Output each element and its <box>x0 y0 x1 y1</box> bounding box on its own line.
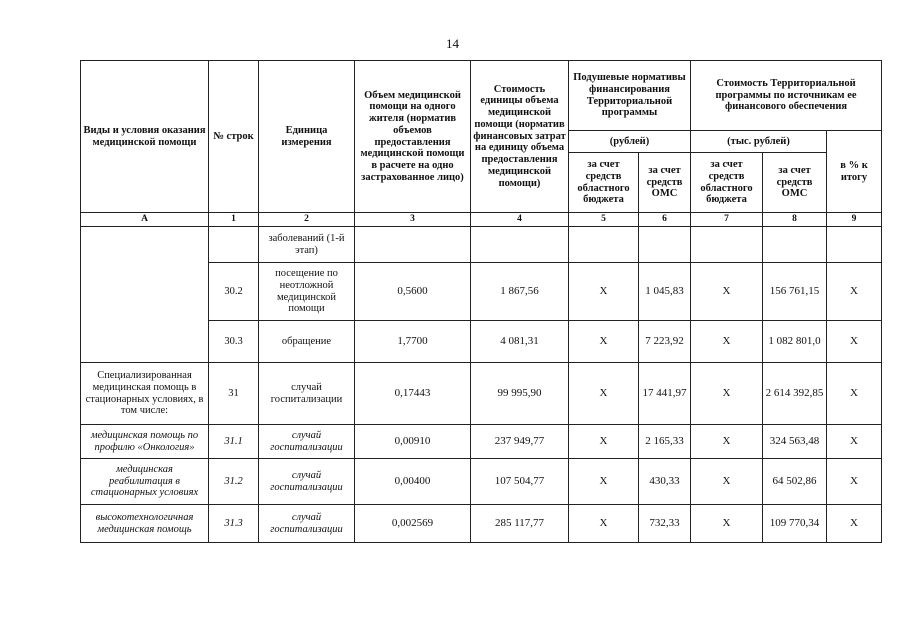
cell-c7: X <box>691 425 763 459</box>
cell-c5: X <box>569 459 639 505</box>
col-number: 4 <box>471 213 569 227</box>
col-number: 7 <box>691 213 763 227</box>
header-volume: Объем медицинской помощи на одного жителя (норматив объемов предоставления медицинской помощи в расчете на одно застрахованное лицо) <box>355 61 471 213</box>
header-unit-rubles: (рублей) <box>569 131 691 153</box>
header-line-number: № строк <box>209 61 259 213</box>
cell-type: высокотехнологичная медицинская помощь <box>81 505 209 543</box>
col-number: 5 <box>569 213 639 227</box>
cell-unit: обращение <box>259 321 355 363</box>
cell-type: Специализированная медицинская помощь в стационарных условиях, в том числе: <box>81 363 209 425</box>
col-number: 6 <box>639 213 691 227</box>
cell-c8: 2 614 392,85 <box>763 363 827 425</box>
col-number: 8 <box>763 213 827 227</box>
cell-c9 <box>827 227 882 263</box>
cell-c9: X <box>827 263 882 321</box>
cell-line: 30.3 <box>209 321 259 363</box>
col-number: 3 <box>355 213 471 227</box>
cell-volume: 1,7700 <box>355 321 471 363</box>
cell-c6 <box>639 227 691 263</box>
cell-c6: 430,33 <box>639 459 691 505</box>
cell-volume: 0,00400 <box>355 459 471 505</box>
cell-line: 31.2 <box>209 459 259 505</box>
cell-volume: 0,002569 <box>355 505 471 543</box>
cell-c8: 64 502,86 <box>763 459 827 505</box>
cell-volume <box>355 227 471 263</box>
cell-unit: случай госпитализации <box>259 363 355 425</box>
cell-c6: 1 045,83 <box>639 263 691 321</box>
cell-unit: заболеваний (1-й этап) <box>259 227 355 263</box>
header-unit-cost: Стоимость единицы объема медицинской помощи (норматив финансовых затрат на единицу объема предоставления медицинской помощи) <box>471 61 569 213</box>
cell-type: медицинская помощь по профилю «Онкология» <box>81 425 209 459</box>
table-row <box>81 363 882 425</box>
cell-c8: 324 563,48 <box>763 425 827 459</box>
cell-c9: X <box>827 321 882 363</box>
header-regional-budget-1: за счет средств областного бюджета <box>569 153 639 213</box>
col-number: А <box>81 213 209 227</box>
cell-cost: 107 504,77 <box>471 459 569 505</box>
cell-c7: X <box>691 363 763 425</box>
header-per-capita-group: Подушевые нормативы финансирования Территориальной программы <box>569 61 691 131</box>
cell-c7: X <box>691 459 763 505</box>
cell-line <box>209 227 259 263</box>
cell-c5: X <box>569 425 639 459</box>
header-oms-2: за счет средств ОМС <box>763 153 827 213</box>
table-row <box>81 227 882 263</box>
cell-volume: 0,00910 <box>355 425 471 459</box>
col-number: 1 <box>209 213 259 227</box>
cell-c6: 732,33 <box>639 505 691 543</box>
cell-unit: случай госпитализации <box>259 505 355 543</box>
cell-cost: 99 995,90 <box>471 363 569 425</box>
cell-unit: посещение по неотложной медицинской помощи <box>259 263 355 321</box>
cell-line: 30.2 <box>209 263 259 321</box>
cell-c9: X <box>827 425 882 459</box>
cell-c7 <box>691 227 763 263</box>
header-unit: Единица измерения <box>259 61 355 213</box>
cell-cost: 285 117,77 <box>471 505 569 543</box>
cell-c9: X <box>827 363 882 425</box>
cell-c5: X <box>569 263 639 321</box>
financing-table <box>80 60 882 543</box>
cell-c5: X <box>569 363 639 425</box>
col-number: 9 <box>827 213 882 227</box>
header-regional-budget-2: за счет средств областного бюджета <box>691 153 763 213</box>
cell-c5 <box>569 227 639 263</box>
table-row <box>81 459 882 505</box>
cell-c6: 17 441,97 <box>639 363 691 425</box>
cell-c5: X <box>569 505 639 543</box>
cell-cost: 4 081,31 <box>471 321 569 363</box>
cell-c7: X <box>691 505 763 543</box>
cell-line: 31.3 <box>209 505 259 543</box>
cell-c9: X <box>827 505 882 543</box>
cell-c8: 109 770,34 <box>763 505 827 543</box>
header-oms-1: за счет средств ОМС <box>639 153 691 213</box>
table-row <box>81 425 882 459</box>
header-type: Виды и условия оказания медицинской помощи <box>81 61 209 213</box>
cell-c5: X <box>569 321 639 363</box>
cell-c6: 7 223,92 <box>639 321 691 363</box>
cell-cost: 237 949,77 <box>471 425 569 459</box>
cell-c9: X <box>827 459 882 505</box>
cell-volume: 0,17443 <box>355 363 471 425</box>
cell-unit: случай госпитализации <box>259 459 355 505</box>
cell-c7: X <box>691 321 763 363</box>
cell-c8: 156 761,15 <box>763 263 827 321</box>
cell-unit: случай госпитализации <box>259 425 355 459</box>
cell-line: 31.1 <box>209 425 259 459</box>
header-unit-thousand-rubles: (тыс. рублей) <box>691 131 827 153</box>
header-percent-total: в % к итогу <box>827 131 882 213</box>
cell-cost <box>471 227 569 263</box>
cell-c7: X <box>691 263 763 321</box>
cell-cost: 1 867,56 <box>471 263 569 321</box>
table-row <box>81 505 882 543</box>
cell-line: 31 <box>209 363 259 425</box>
header-cost-group: Стоимость Территориальной программы по источникам ее финансового обеспечения <box>691 61 882 131</box>
cell-c8 <box>763 227 827 263</box>
cell-type <box>81 227 209 363</box>
cell-volume: 0,5600 <box>355 263 471 321</box>
page-number: 14 <box>446 36 459 51</box>
cell-c6: 2 165,33 <box>639 425 691 459</box>
cell-c8: 1 082 801,0 <box>763 321 827 363</box>
cell-type: медицинская реабилитация в стационарных условиях <box>81 459 209 505</box>
col-number: 2 <box>259 213 355 227</box>
